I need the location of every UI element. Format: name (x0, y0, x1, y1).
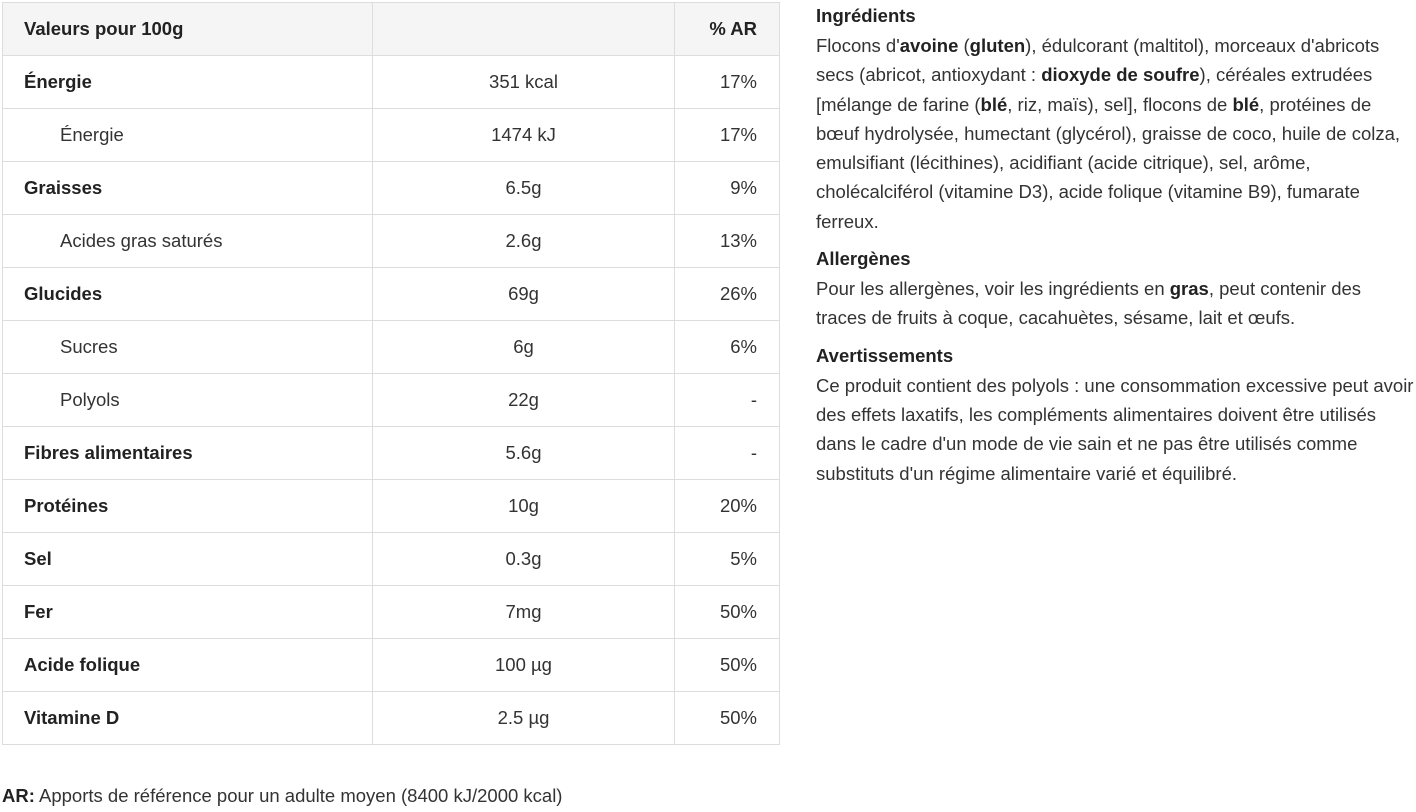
nutrient-ar: 6% (675, 321, 780, 374)
nutrient-name: Fer (3, 586, 373, 639)
text-segment: , peut contenir des traces de fruits à coque, cacahuètes, sésame, lait et œufs. (816, 278, 1362, 329)
table-row (3, 533, 780, 586)
nutrient-ar: 17% (675, 56, 780, 109)
nutrient-name: Acide folique (3, 639, 373, 692)
header-name: Valeurs pour 100g (3, 3, 373, 56)
warnings-text (816, 371, 1416, 488)
warnings-section (816, 345, 1416, 488)
bold-segment: gluten (969, 35, 1026, 56)
nutrition-table (2, 2, 780, 745)
text-segment: Ce produit contient des polyols : une consommation excessive peut avoir des effets laxatifs, les compléments alimentaires doivent être utilisés dans le cadre d'un mode de vie sain et ne pas être utilisés comme substituts d'un régime alimentaire varié et équilibré. (816, 374, 1414, 484)
nutrient-value: 0.3g (373, 533, 675, 586)
nutrient-name: Sel (3, 533, 373, 586)
nutrient-ar: 9% (675, 162, 780, 215)
allergens-title: Allergènes (816, 248, 911, 270)
table-row (3, 109, 780, 162)
bold-segment: avoine (899, 35, 959, 56)
table-row (3, 480, 780, 533)
nutrient-name: Énergie (3, 109, 373, 162)
text-segment: Flocons d' (816, 35, 900, 56)
nutrient-value: 2.6g (373, 215, 675, 268)
table-row (3, 639, 780, 692)
bold-segment: gras (1169, 278, 1209, 300)
table-row (3, 162, 780, 215)
bold-segment: blé (980, 93, 1008, 115)
nutrient-name: Fibres alimentaires (3, 427, 373, 480)
table-row (3, 56, 780, 109)
allergens-text (816, 274, 1416, 333)
nutrient-ar: 26% (675, 268, 780, 321)
text-segment: ), édulcorant (maltitol), morceaux d'abricots secs (abricot, antioxydant : (816, 35, 1380, 86)
nutrient-value: 10g (373, 480, 675, 533)
nutrient-ar: 20% (675, 480, 780, 533)
nutrient-name: Glucides (3, 268, 373, 321)
nutrient-value: 2.5 µg (373, 692, 675, 745)
table-row (3, 374, 780, 427)
nutrient-name: Sucres (3, 321, 373, 374)
nutrient-ar: 17% (675, 109, 780, 162)
nutrient-value: 1474 kJ (373, 109, 675, 162)
table-row (3, 215, 780, 268)
nutrient-name: Acides gras saturés (3, 215, 373, 268)
ingredients-title: Ingrédients (816, 5, 916, 26)
nutrient-ar: 13% (675, 215, 780, 268)
allergens-section (816, 248, 1416, 333)
nutrient-value: 100 µg (373, 639, 675, 692)
table-row (3, 427, 780, 480)
nutrient-name: Énergie (3, 56, 373, 109)
nutrient-ar: - (675, 374, 780, 427)
text-segment: , protéines de bœuf hydrolysée, humectant (glycérol), graisse de coco, huile de colza, emulsifiant (lécithines), acidifiant (acide citrique), sel, arôme, cholécalciférol (vitamine D3), acide folique (vitamine B9), fumarate ferreux. (816, 93, 1401, 232)
nutrient-name: Protéines (3, 480, 373, 533)
nutrient-ar: 5% (675, 533, 780, 586)
table-row (3, 268, 780, 321)
nutrient-ar: 50% (675, 639, 780, 692)
nutrient-name: Vitamine D (3, 692, 373, 745)
table-header-row (3, 3, 780, 56)
footnote-text: Apports de référence pour un adulte moyen (8400 kJ/2000 kcal) (34, 785, 563, 806)
nutrient-value: 7mg (373, 586, 675, 639)
text-segment: ( (958, 35, 970, 56)
bold-segment: dioxyde de soufre (1041, 64, 1200, 86)
ingredients-section (816, 5, 1416, 236)
warnings-title: Avertissements (816, 344, 954, 366)
text-segment: Pour les allergènes, voir les ingrédients en (816, 278, 1170, 300)
header-value (373, 3, 675, 56)
nutrition-table-body (3, 56, 780, 745)
nutrient-value: 5.6g (373, 427, 675, 480)
bold-segment: blé (1232, 93, 1260, 115)
footnote-label: AR: (2, 785, 35, 806)
footnote (2, 785, 562, 807)
nutrient-ar: 50% (675, 692, 780, 745)
nutrient-value: 351 kcal (373, 56, 675, 109)
table-row (3, 586, 780, 639)
text-segment: , riz, maïs), sel], flocons de (1007, 93, 1233, 115)
table-row (3, 692, 780, 745)
nutrient-value: 6.5g (373, 162, 675, 215)
ingredients-text (816, 31, 1416, 236)
header-ar: % AR (675, 3, 780, 56)
nutrient-value: 69g (373, 268, 675, 321)
product-info (816, 5, 1416, 500)
nutrient-name: Polyols (3, 374, 373, 427)
nutrient-ar: - (675, 427, 780, 480)
nutrient-value: 22g (373, 374, 675, 427)
nutrient-ar: 50% (675, 586, 780, 639)
nutrient-name: Graisses (3, 162, 373, 215)
nutrient-value: 6g (373, 321, 675, 374)
table-row (3, 321, 780, 374)
text-segment: ), céréales extrudées [mélange de farine ( (816, 64, 1373, 115)
